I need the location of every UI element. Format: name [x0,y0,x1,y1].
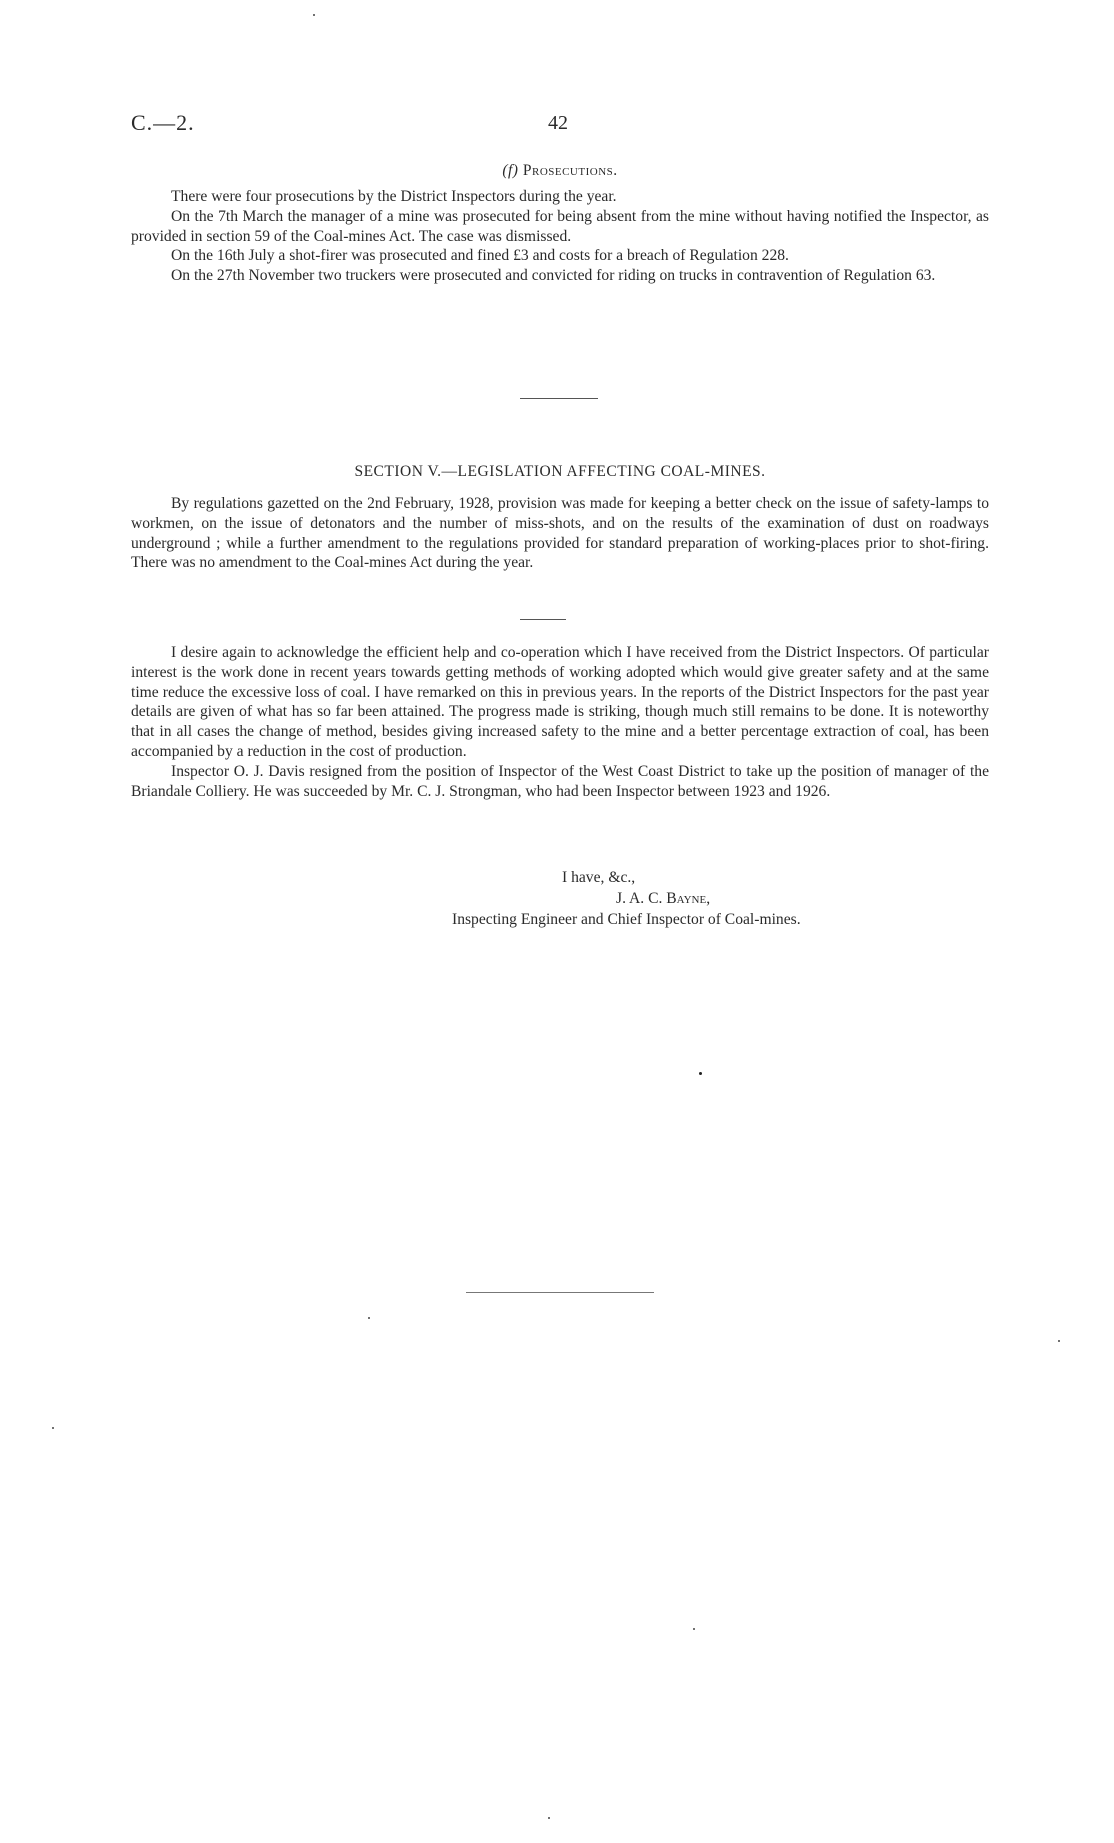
prosecutions-paragraph: On the 7th March the manager of a mine was prosecuted for being absent from the mine without having notified the Inspector, as provided in section 59 of the Coal-mines Act. The case was dismissed. [131,207,989,245]
document-reference: C.—2. [131,110,195,135]
page-number: 42 [548,112,568,134]
salutation: I have, &c., [562,869,636,886]
closing-paragraph: I desire again to acknowledge the efficient help and co-operation which I have received from the District Inspectors. Of particular interest is the work done in recent years towards getting methods of working adopted which would give greater safety and at the same time reduce the excessive loss of coal. I have remarked on this in previous years. In the reports of the District Inspectors for the past year details are given of what has so far been attained. The progress made is striking, though much still remains to be done. It is noteworthy that in all cases the change of method, besides giving increased safety to the mine and a better percentage extraction of coal, has been accompanied by a reduction in the cost of production. [131,644,989,760]
signatory-initials: J. A. C. [616,890,663,907]
scan-speck [699,1072,702,1075]
prosecutions-paragraph: On the 16th July a shot-firer was prosecuted and fined £3 and costs for a breach of Regulation 228. [171,247,789,265]
prosecutions-body [131,187,989,286]
section-divider [520,619,566,620]
end-rule [466,1292,654,1293]
scan-speck [313,14,315,16]
prosecutions-paragraph: There were four prosecutions by the District Inspectors during the year. [171,188,617,205]
prosecutions-paragraph: On the 27th November two truckers were prosecuted and convicted for riding on trucks in contravention of Regulation 63. [171,267,936,285]
prosecutions-heading [131,161,989,181]
section-divider [520,398,598,399]
scan-speck [1058,1340,1060,1342]
scan-speck [548,1817,550,1819]
scan-speck [693,1628,695,1630]
signatory-title: Inspecting Engineer and Chief Inspector of Coal-mines. [452,911,801,928]
signatory-name [616,889,710,909]
scan-speck [368,1317,370,1319]
scan-speck [52,1427,54,1429]
signatory-surname: Bayne, [666,890,711,907]
section-v-paragraph: By regulations gazetted on the 2nd February, 1928, provision was made for keeping a better check on the issue of safety-lamps to workmen, on the issue of detonators and the number of miss-shots, and on the results of the examination of dust on roadways underground ; while a further amendment to the regulations provided for standard preparation of working-places prior to shot-firing. There was no amendment to the Coal-mines Act during the year. [131,495,989,572]
prosecutions-heading-prefix: (f) [502,162,519,179]
section-v-heading: SECTION V.—LEGISLATION AFFECTING COAL-MINES. [354,463,766,480]
closing-body [131,643,989,801]
closing-paragraph: Inspector O. J. Davis resigned from the position of Inspector of the West Coast District to take up the position of manager of the Briandale Colliery. He was succeeded by Mr. C. J. Strongman, who had been Inspector between 1923 and 1926. [131,762,989,800]
section-v-body [131,494,989,573]
prosecutions-heading-title: Prosecutions. [522,162,618,179]
